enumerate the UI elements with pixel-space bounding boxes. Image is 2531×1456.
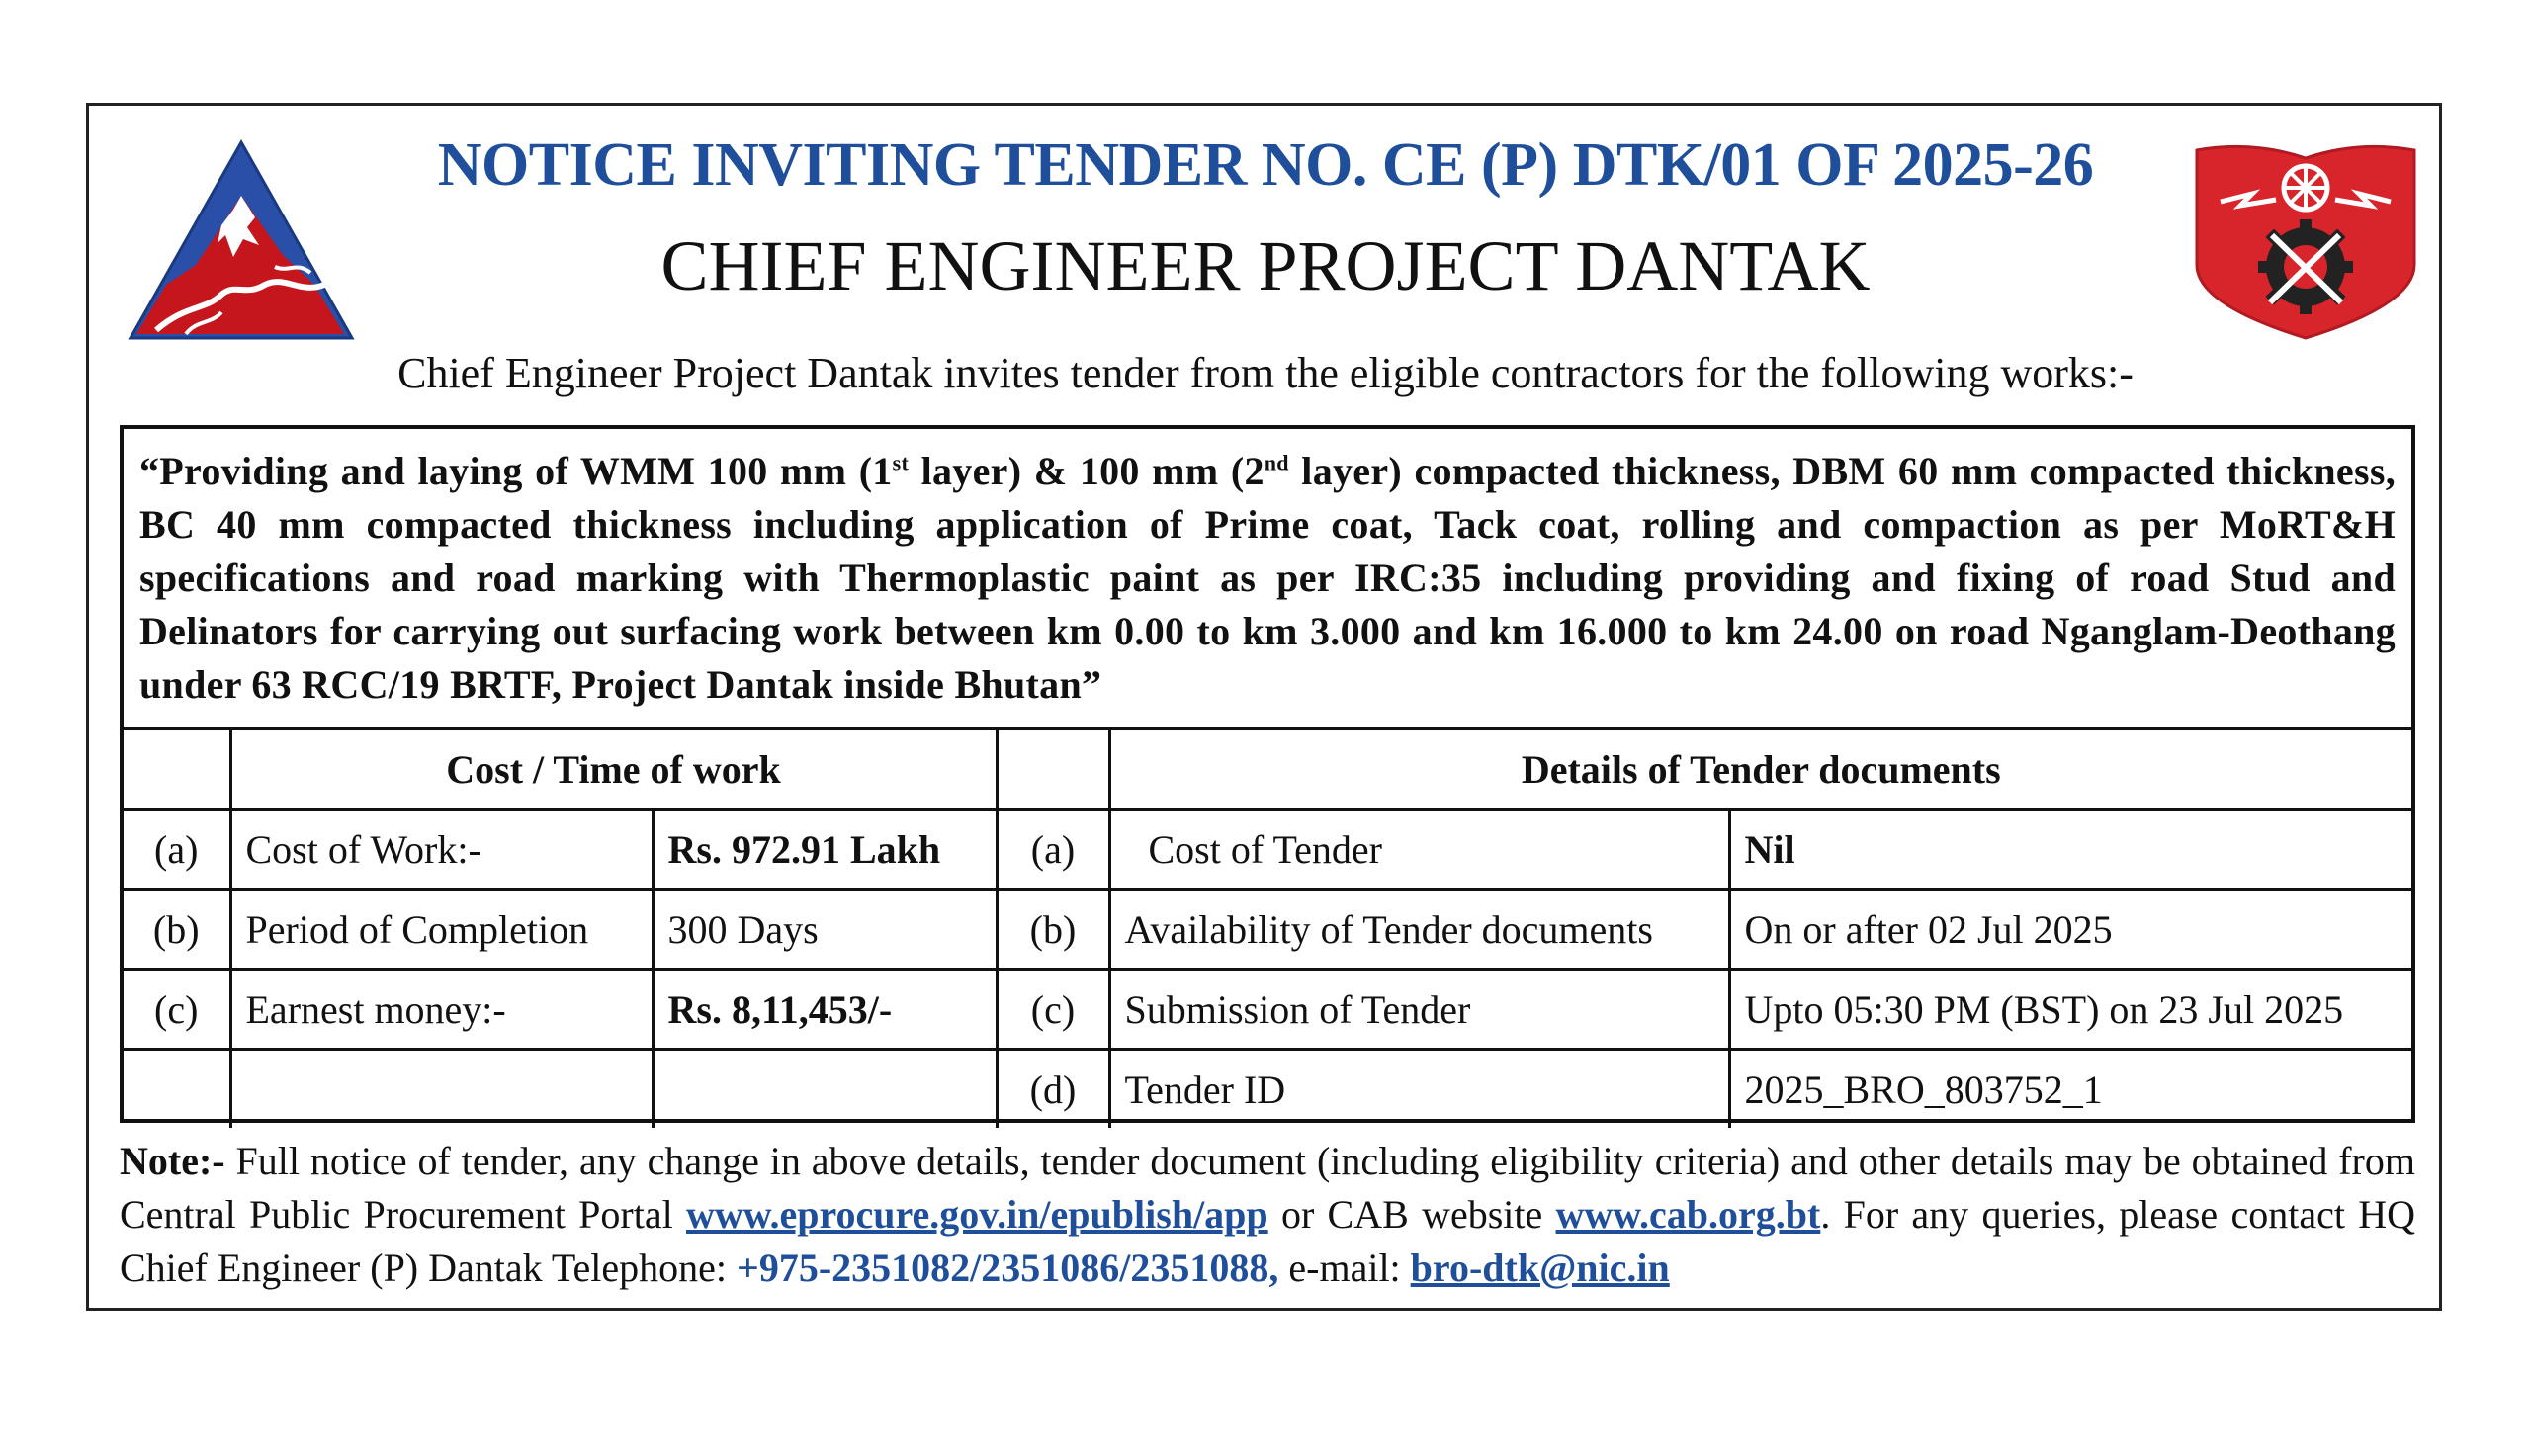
- intro-text: Chief Engineer Project Dantak invites tender from the eligible contractors for the following works:-: [397, 349, 2134, 397]
- note-paragraph: [120, 1135, 2415, 1295]
- tender-id-label: Tender ID: [1109, 1050, 1729, 1129]
- period-label: Period of Completion: [230, 890, 653, 970]
- cost-time-header: Cost / Time of work: [230, 728, 997, 810]
- note-text: e-mail:: [1278, 1245, 1411, 1290]
- table-row: [124, 970, 2411, 1050]
- tender-details-box: [120, 425, 2415, 1123]
- table-row: [124, 890, 2411, 970]
- earnest-money-label: Earnest money:-: [230, 970, 653, 1050]
- submission-label: Submission of Tender: [1109, 970, 1729, 1050]
- row-letter: (d): [997, 1050, 1109, 1129]
- description-text-1: “Providing and laying of WMM 100 mm (1: [139, 449, 893, 493]
- description-text-3: layer) compacted thickness, DBM 60 mm compacted thickness, BC 40 mm compacted thickness including application of Prime coat, Tack coat, rolling and compaction as per MoRT&H specifications and road marking with Thermoplastic paint as per IRC:35 including providing and fixing of road Stud and Delinators for carrying out surfacing work between km 0.00 to km 3.000 and km 16.000 to km 24.00 on road Nganglam-Deothang under 63 RCC/19 BRTF, Project Dantak inside Bhutan”: [139, 449, 2396, 707]
- email-link[interactable]: bro-dtk@nic.in: [1410, 1245, 1670, 1290]
- cab-website-link[interactable]: www.cab.org.bt: [1555, 1192, 1821, 1237]
- superscript-st: st: [892, 450, 910, 475]
- cost-of-work-value: Rs. 972.91 Lakh: [653, 810, 997, 890]
- tender-id-value: 2025_BRO_803752_1: [1729, 1050, 2411, 1129]
- cost-of-tender-value: Nil: [1729, 810, 2411, 890]
- availability-label: Availability of Tender documents: [1109, 890, 1729, 970]
- work-description: [139, 445, 2396, 712]
- row-letter: (c): [997, 970, 1109, 1050]
- note-label: Note:-: [120, 1139, 225, 1183]
- earnest-money-value: Rs. 8,11,453/-: [653, 970, 997, 1050]
- table-cell: [997, 728, 1109, 810]
- note-text: . For any queries, please contact HQ Chief Engineer (P) Dantak Telephone:: [120, 1192, 2415, 1290]
- eprocure-link[interactable]: www.eprocure.gov.in/epublish/app: [686, 1192, 1268, 1237]
- cost-of-tender-label: Cost of Tender: [1109, 810, 1729, 890]
- description-text-2: layer) & 100 mm (2: [909, 449, 1265, 493]
- submission-value: Upto 05:30 PM (BST) on 23 Jul 2025: [1729, 970, 2411, 1050]
- note-text: Full notice of tender, any change in above details, tender document (including eligibility criteria) and other details may be obtained from Central Public Procurement Portal: [120, 1139, 2415, 1237]
- table-cell: [124, 728, 230, 810]
- row-letter: (c): [124, 970, 230, 1050]
- row-letter: (b): [124, 890, 230, 970]
- table-header-row: [124, 728, 2411, 810]
- organisation-name: CHIEF ENGINEER PROJECT DANTAK: [660, 226, 1871, 305]
- availability-value: On or after 02 Jul 2025: [1729, 890, 2411, 970]
- cost-of-work-label: Cost of Work:-: [230, 810, 653, 890]
- note-text: or CAB website: [1267, 1192, 1556, 1237]
- table-cell: [653, 1050, 997, 1129]
- tender-title: NOTICE INVITING TENDER NO. CE (P) DTK/01 OF 2025-26: [437, 131, 2094, 199]
- superscript-nd: nd: [1264, 450, 1289, 475]
- table-cell: [230, 1050, 653, 1129]
- tender-table: [124, 727, 2411, 1128]
- telephone-numbers: +975-2351082/2351086/2351088,: [737, 1245, 1279, 1290]
- table-cell: [124, 1050, 230, 1129]
- tender-documents-header: Details of Tender documents: [1109, 728, 2411, 810]
- table-row: [124, 810, 2411, 890]
- row-letter: (b): [997, 890, 1109, 970]
- table-row: [124, 1050, 2411, 1129]
- row-letter: (a): [124, 810, 230, 890]
- period-value: 300 Days: [653, 890, 997, 970]
- row-letter: (a): [997, 810, 1109, 890]
